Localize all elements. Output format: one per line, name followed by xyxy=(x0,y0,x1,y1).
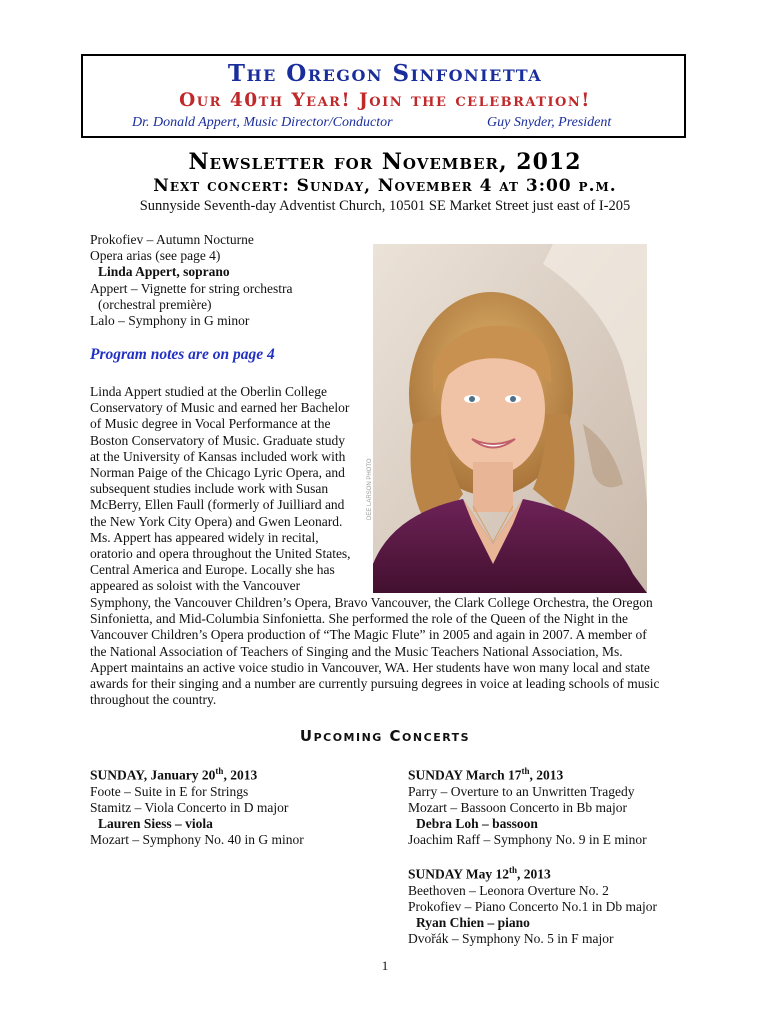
president-credit: Guy Snyder, President xyxy=(487,115,612,130)
date-text: SUNDAY March 17 xyxy=(408,767,522,783)
program-item: Prokofiev – Autumn Nocturne xyxy=(90,232,254,247)
date-year: , 2013 xyxy=(223,767,258,783)
concert-piece: Dvořák – Symphony No. 5 in F major xyxy=(408,931,614,947)
bio-line: Conservatory of Music and earned her Bachelor xyxy=(90,400,350,416)
concert-march xyxy=(408,763,647,849)
bio-line: Norman Paige of the Chicago Lyric Opera, and xyxy=(90,465,345,481)
program-item: Lalo – Symphony in G minor xyxy=(90,313,250,329)
concert-may xyxy=(408,862,657,948)
venue-line: Sunnyside Seventh-day Adventist Church, 10501 SE Market Street just east of I-205 xyxy=(139,198,631,214)
program-item: Opera arias (see page 4) xyxy=(90,248,221,264)
date-ordinal: th xyxy=(509,865,518,875)
bio-line: Ms. Appert has appeared widely in recital, xyxy=(90,529,319,545)
bio-line: Appert maintains an active voice studio in Vancouver, WA. Her students have won many local and state xyxy=(90,659,650,675)
date-text: SUNDAY May 12 xyxy=(408,866,510,882)
bio-line: the National Association of Teachers of Singing and the Music Teachers National Association, Ms. xyxy=(90,643,623,659)
date-ordinal: th xyxy=(521,766,530,776)
concert-piece: Parry – Overture to an Unwritten Tragedy xyxy=(408,783,635,799)
concert-january xyxy=(90,763,304,849)
next-concert-heading: Next concert: Sunday, November 4 at 3:00 p.m. xyxy=(153,176,617,196)
program-item: Appert – Vignette for string orchestra xyxy=(90,280,293,296)
bio-line: Central America and Europe. Locally she has xyxy=(90,562,335,578)
director-credit: Dr. Donald Appert, Music Director/Conductor xyxy=(132,115,393,130)
concert-piece: Mozart – Symphony No. 40 in G minor xyxy=(90,832,304,848)
date-year: , 2013 xyxy=(517,866,551,882)
bio-line: McBerry, Ellen Faull (formerly of Juilliard and xyxy=(90,497,345,513)
soloist-photo xyxy=(373,244,647,593)
date-text: SUNDAY, January 20 xyxy=(90,767,216,783)
bio-line: at the University of Kansas included work with xyxy=(90,448,346,464)
concert-soloist: Debra Loh – bassoon xyxy=(416,816,538,832)
program-note: (orchestral première) xyxy=(98,296,212,312)
concert-piece: Prokofiev – Piano Concerto No.1 in Db major xyxy=(408,898,657,914)
orchestra-title: The Oregon Sinfonietta xyxy=(227,60,543,87)
anniversary-tagline: Our 40th Year! Join the celebration! xyxy=(179,90,591,111)
bio-line: Boston Conservatory of Music. Graduate study xyxy=(90,432,345,448)
bio-line: appeared as soloist with the Vancouver xyxy=(90,578,301,594)
program-soloist: Linda Appert, soprano xyxy=(98,264,230,280)
bio-line: Symphony, the Vancouver Children’s Opera, Bravo Vancouver, the Clark College Orchestra, the Oregon xyxy=(90,595,653,610)
concert-piece: Stamitz – Viola Concerto in D major xyxy=(90,799,289,815)
bio-paragraph-narrow xyxy=(90,384,362,595)
concert-date xyxy=(408,763,647,784)
upcoming-concerts-heading: Upcoming Concerts xyxy=(299,727,471,745)
concert-soloist: Lauren Siess – viola xyxy=(98,816,213,832)
concert-date xyxy=(408,862,657,883)
page-number: 1 xyxy=(381,958,389,973)
bio-line: the New York City Opera) and Gwen Leonard. xyxy=(90,513,343,529)
bio-paragraph-wide xyxy=(90,595,659,708)
date-year: , 2013 xyxy=(529,767,564,783)
bio-line: Linda Appert studied at the Oberlin College xyxy=(90,384,327,399)
concert-piece: Mozart – Bassoon Concerto in Bb major xyxy=(408,799,627,815)
bio-line: Vancouver Children’s Opera production of “The Magic Flute” in 2005 and again in 2007. A member of xyxy=(90,627,647,643)
program-list xyxy=(90,232,293,329)
concert-piece: Foote – Suite in E for Strings xyxy=(90,783,249,799)
bio-line: subsequent studies include work with Susan xyxy=(90,481,329,497)
bio-line: Sinfonietta, and Mid-Columbia Sinfonietta. She performed the role of the Queen of the Night in the xyxy=(90,611,629,627)
program-notes-link[interactable]: Program notes are on page 4 xyxy=(90,346,275,363)
newsletter-title: Newsletter for November, 2012 xyxy=(188,149,582,175)
bio-line: awards for their singing and a number are currently pursuing degrees in voice at leading schools of music xyxy=(90,676,660,692)
bio-line: oratorio and opera throughout the United States, xyxy=(90,546,351,562)
concert-piece: Joachim Raff – Symphony No. 9 in E minor xyxy=(408,832,647,848)
bio-line: of Music degree in Vocal Performance at the xyxy=(90,416,331,432)
portrait-illustration xyxy=(373,244,647,593)
date-ordinal: th xyxy=(215,766,224,776)
photo-credit: DEE LARSON PHOTO xyxy=(367,458,373,520)
concert-piece: Beethoven – Leonora Overture No. 2 xyxy=(408,882,609,898)
bio-line: throughout the country. xyxy=(90,692,217,708)
concert-date xyxy=(90,763,304,784)
concert-soloist: Ryan Chien – piano xyxy=(416,915,530,931)
